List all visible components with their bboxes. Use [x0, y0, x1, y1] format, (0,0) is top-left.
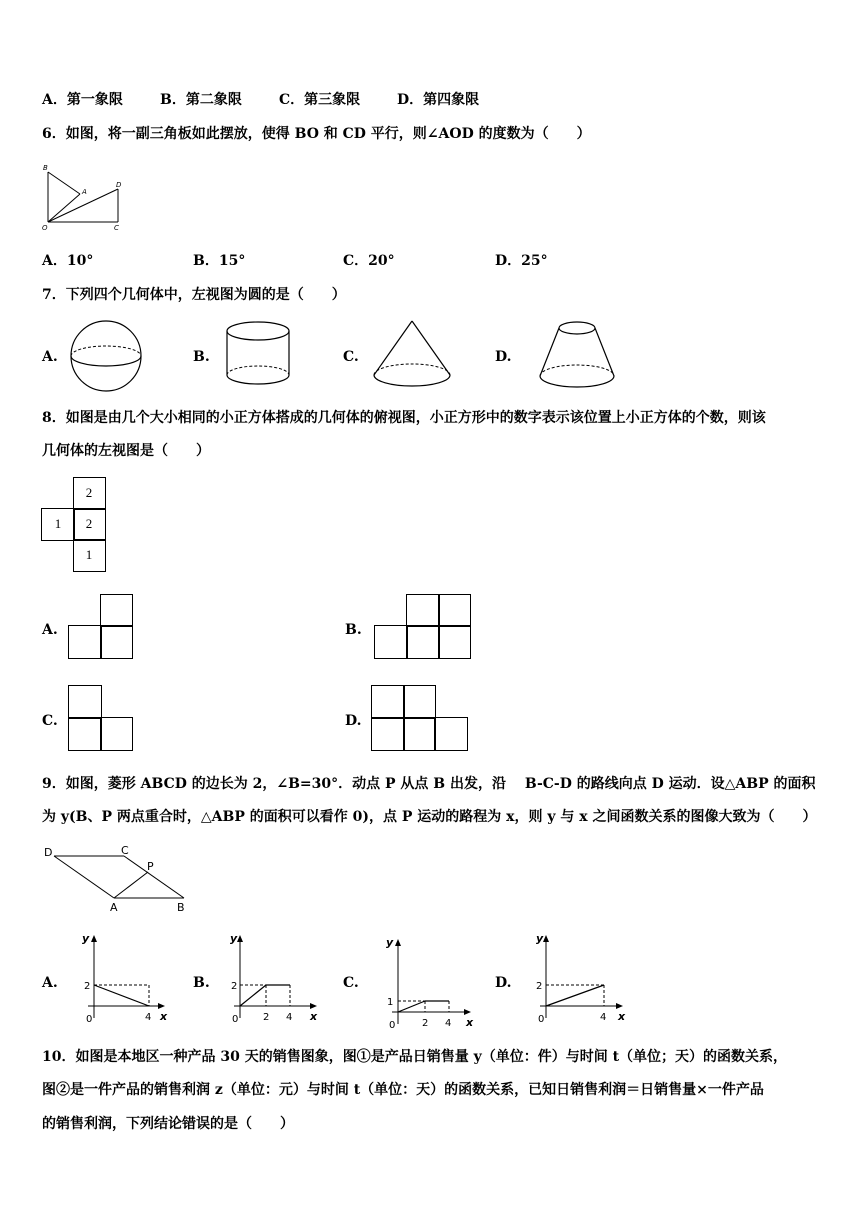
q9-option-b: B. — [193, 975, 210, 991]
q7-cylinder-figure — [224, 320, 294, 388]
q9-a-tick-4: 4 — [145, 1012, 152, 1023]
q9-graph-d — [534, 930, 634, 1030]
q9-a-x-label: x — [160, 1010, 168, 1023]
q9-d-tick-4: 4 — [600, 1012, 607, 1023]
q8-grid-number: 1 — [85, 547, 93, 562]
q9-c-origin: 0 — [389, 1020, 396, 1031]
q9-option-d: D. — [495, 975, 512, 991]
q9-d-origin: 0 — [538, 1014, 545, 1025]
q9-a-origin: 0 — [86, 1014, 93, 1025]
q9-b-tick-x2: 2 — [263, 1012, 270, 1023]
q7-frustum-figure — [536, 318, 618, 392]
q8-option-a: A. — [42, 622, 58, 638]
q9-b-x-label: x — [310, 1010, 318, 1023]
q9-c-tick-x2: 2 — [422, 1018, 429, 1029]
q9-label-a: A — [110, 901, 118, 914]
q9-label-d: D — [44, 846, 53, 859]
q9-label-p: P — [147, 860, 154, 873]
q6-label-c: C — [114, 224, 119, 232]
q7-question-text: 7．下列四个几何体中，左视图为圆的是（ ） — [42, 287, 346, 303]
q8-option-c: C. — [42, 713, 58, 729]
q10-question-line2: 图②是一件产品的销售利润 z（单位：元）与时间 t（单位：天）的函数关系，已知日销售利润＝日销售量×一件产品 — [42, 1082, 764, 1098]
q9-a-tick-2: 2 — [84, 981, 91, 992]
q6-label-b: B — [43, 164, 48, 172]
q9-c-tick-y1: 1 — [387, 997, 394, 1008]
q9-c-tick-x4: 4 — [445, 1018, 452, 1029]
q6-option-b: B．15° — [193, 253, 246, 269]
q7-option-a: A. — [42, 349, 58, 365]
q7-option-c: C. — [343, 349, 359, 365]
q6-option-d: D．25° — [495, 253, 548, 269]
q9-graph-b — [228, 930, 323, 1030]
q8-option-d: D. — [345, 713, 362, 729]
q9-graph-a — [78, 930, 173, 1030]
q5-option-d: D．第四象限 — [397, 92, 480, 108]
q10-question-line1: 10．如图是本地区一种产品 30 天的销售图象，图①是产品日销售量 y（单位：件）与时间 t（单位；天）的函数关系， — [42, 1049, 788, 1065]
q9-b-y-label: y — [230, 932, 238, 945]
q5-option-b: B．第二象限 — [160, 92, 242, 108]
q9-question-line1: 9．如图，菱形 ABCD 的边长为 2，∠B=30°．动点 P 从点 B 出发，沿 B-C-D 的路线向点 D 运动．设△ABP 的面积 — [42, 776, 816, 792]
q9-c-y-label: y — [386, 936, 394, 949]
q7-sphere-figure — [68, 318, 144, 394]
q9-d-tick-2: 2 — [536, 981, 543, 992]
q9-b-tick-x4: 4 — [286, 1012, 293, 1023]
q6-option-c: C．20° — [343, 253, 395, 269]
q9-d-y-label: y — [536, 932, 544, 945]
q5-option-a: A．第一象限 — [42, 92, 123, 108]
q8-grid-number: 1 — [54, 516, 62, 531]
q8-question-line2: 几何体的左视图是（ ） — [42, 443, 210, 459]
q8-grid-number: 2 — [85, 485, 93, 500]
q6-label-a: A — [82, 188, 87, 196]
q9-option-c: C. — [343, 975, 359, 991]
q9-b-origin: 0 — [232, 1014, 239, 1025]
q9-c-x-label: x — [466, 1016, 474, 1029]
q8-grid-number: 2 — [85, 516, 93, 531]
q6-triangle-figure — [40, 162, 130, 232]
q8-question-line1: 8．如图是由几个大小相同的小正方体搭成的几何体的俯视图，小正方形中的数字表示该位置上小正方体的个数，则该 — [42, 410, 766, 426]
q5-option-c: C．第三象限 — [279, 92, 361, 108]
q6-option-a: A．10° — [42, 253, 94, 269]
q6-question-text: 6．如图，将一副三角板如此摆放，使得 BO 和 CD 平行，则∠AOD 的度数为（ ） — [42, 126, 591, 142]
q6-label-o: O — [42, 224, 48, 232]
q7-option-b: B. — [193, 349, 210, 365]
q6-label-d: D — [116, 181, 122, 189]
q9-b-tick-y2: 2 — [231, 981, 238, 992]
q9-question-line2: 为 y(B、P 两点重合时，△ABP 的面积可以看作 0)，点 P 运动的路程为 x，则 y 与 x 之间函数关系的图像大致为（ ） — [42, 809, 817, 825]
q9-label-c: C — [121, 844, 129, 857]
q8-option-b: B. — [345, 622, 362, 638]
q7-option-d: D. — [495, 349, 512, 365]
q9-a-y-label: y — [82, 932, 90, 945]
q9-rhombus-figure — [42, 842, 202, 912]
q9-label-b: B — [177, 901, 185, 914]
q7-cone-figure — [370, 318, 454, 390]
q9-graph-c — [380, 932, 480, 1032]
q9-d-x-label: x — [618, 1010, 626, 1023]
q10-question-line3: 的销售利润，下列结论错误的是（ ） — [42, 1116, 294, 1132]
q9-option-a: A. — [42, 975, 58, 991]
